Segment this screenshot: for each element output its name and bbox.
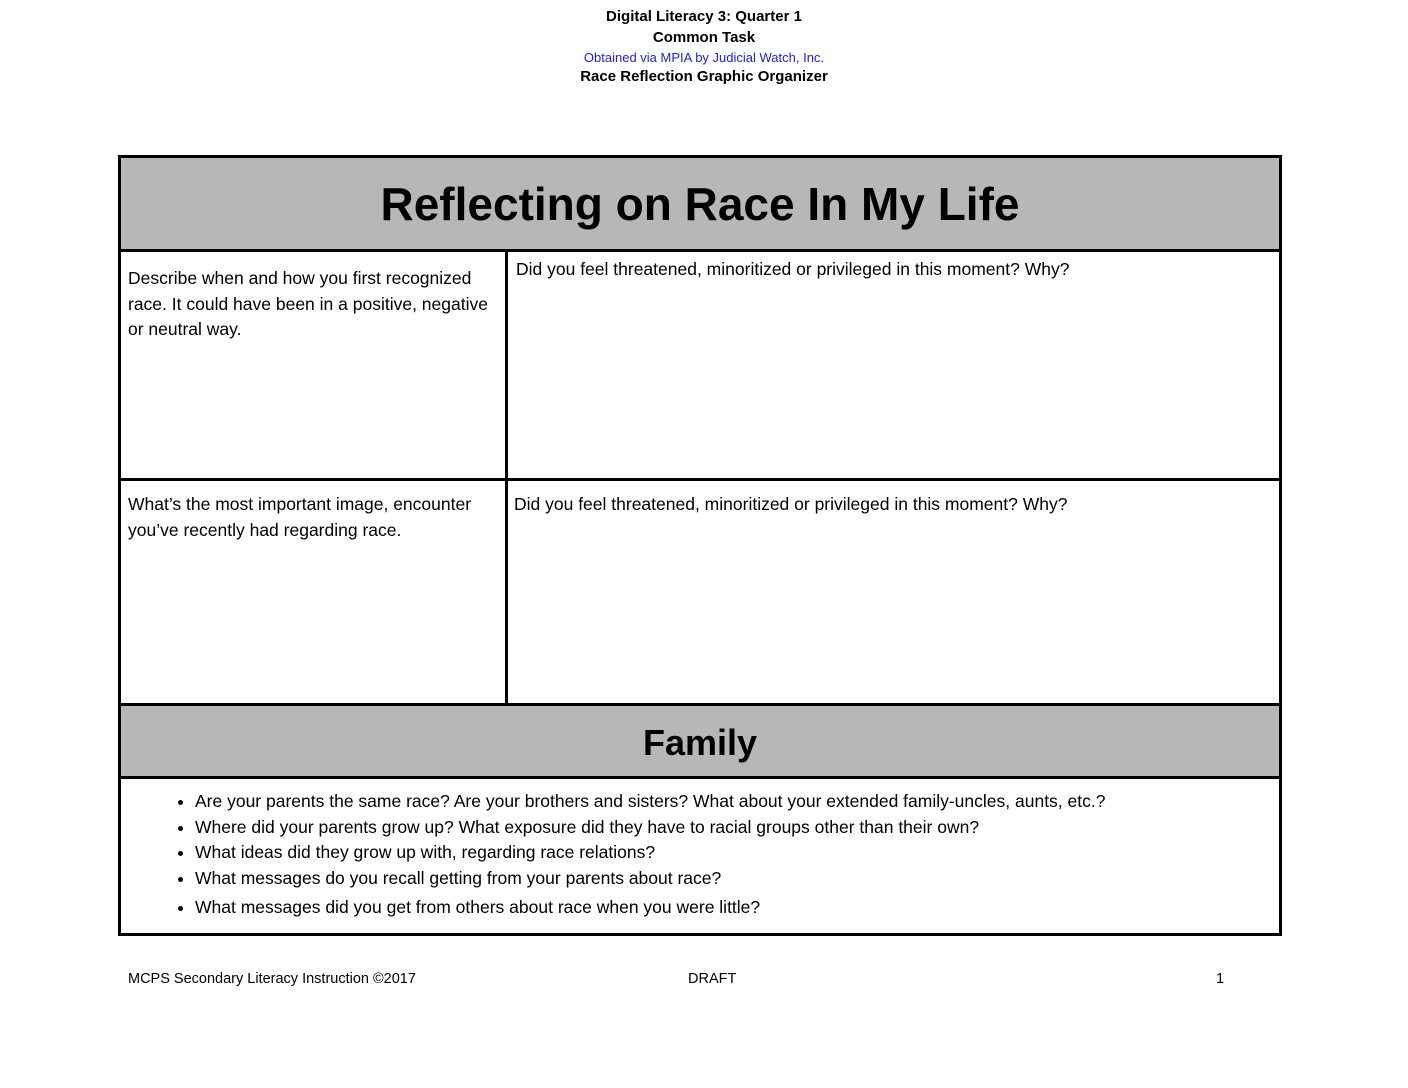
watermark: Obtained via MPIA by Judicial Watch, Inc. [583, 50, 825, 65]
prompt-feelings-2: Did you feel threatened, minoritized or privileged in this moment? Why? [514, 494, 1068, 514]
doc-header-line3: Race Reflection Graphic Organizer [580, 68, 828, 85]
list-item: • What messages do you recall getting from your parents about race? [195, 866, 1105, 892]
list-item: • Where did your parents grow up? What exposure did they have to racial groups other than their own? [195, 815, 1105, 841]
row-divider [121, 478, 1279, 481]
doc-header-line2: Common Task [652, 29, 756, 46]
family-question-list [163, 789, 1105, 921]
page-number: 1 [1216, 971, 1225, 987]
list-item: • Are your parents the same race? Are your brothers and sisters? What about your extended family-uncles, aunts, etc.? [195, 789, 1105, 815]
list-item: • What messages did you get from others about race when you were little? [195, 895, 1105, 921]
list-item: • What ideas did they grow up with, regarding race relations? [195, 840, 1105, 866]
prompt-first-recognized: Describe when and how you first recognized race. It could have been in a positive, negative or neutral way. [128, 268, 488, 339]
organizer-table [118, 155, 1282, 936]
family-questions [121, 779, 1279, 933]
footer-left: MCPS Secondary Literacy Instruction ©2017 [128, 971, 416, 987]
doc-header-line1: Digital Literacy 3: Quarter 1 [606, 8, 802, 25]
prompt-recent-encounter: What’s the most important image, encounter you’ve recently had regarding race. [128, 494, 472, 540]
prompt-feelings-1: Did you feel threatened, minoritized or privileged in this moment? Why? [516, 259, 1070, 279]
footer-center: DRAFT [688, 971, 737, 987]
table-title: Reflecting on Race In My Life [121, 158, 1279, 252]
section-title-family: Family [121, 703, 1279, 779]
